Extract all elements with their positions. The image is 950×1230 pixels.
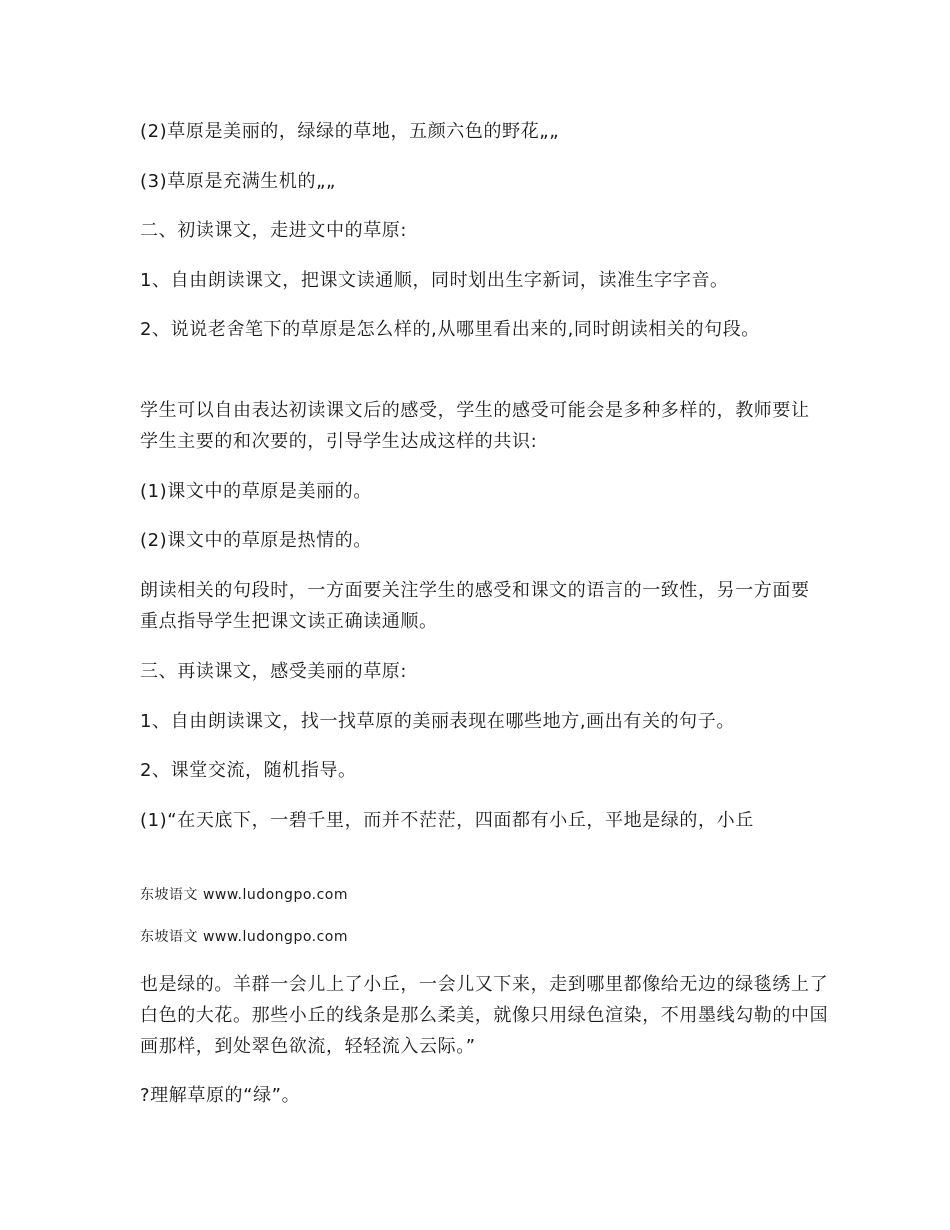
- paragraph: (2)草原是美丽的，绿绿的草地，五颜六色的野花„„: [140, 121, 560, 142]
- paragraph: 学生可以自由表达初读课文后的感受，学生的感受可能会是多种多样的，教师要让学生主要的和次要的，引导学生达成这样的共识:: [140, 400, 810, 452]
- paragraph: (2)课文中的草原是热情的。: [140, 530, 372, 551]
- paragraph: 2、课堂交流，随机指导。: [140, 760, 357, 781]
- quote-paragraph: 也是绿的。羊群一会儿上了小丘，一会儿又下来，走到哪里都像给无边的绿毯绣上了白色的大花。那些小丘的线条是那么柔美，就像只用绿色渲染，不用墨线勾勒的中国画那样，到处翠色欲流，轻轻流入云际。”: [140, 974, 829, 1057]
- section-heading: 三、再读课文，感受美丽的草原:: [140, 661, 408, 682]
- paragraph: (1)课文中的草原是美丽的。: [140, 481, 372, 502]
- quote-paragraph: (1)“在天底下，一碧千里，而并不茫茫，四面都有小丘，平地是绿的，小丘: [140, 810, 754, 831]
- paragraph: ?理解草原的“绿”。: [140, 1085, 301, 1106]
- watermark-text: 东坡语文 www.ludongpo.com: [140, 929, 348, 945]
- paragraph: (3)草原是充满生机的„„: [140, 171, 336, 192]
- watermark-text: 东坡语文 www.ludongpo.com: [140, 887, 348, 903]
- paragraph: 1、自由朗读课文，把课文读通顺，同时划出生字新词，读准生字字音。: [140, 270, 729, 291]
- paragraph: 1、自由朗读课文，找一找草原的美丽表现在哪些地方,画出有关的句子。: [140, 711, 735, 732]
- section-heading: 二、初读课文，走进文中的草原:: [140, 220, 408, 241]
- paragraph: 朗读相关的句段时，一方面要关注学生的感受和课文的语言的一致性，另一方面要重点指导学生把课文读正确读通顺。: [140, 580, 810, 632]
- paragraph: 2、说说老舍笔下的草原是怎么样的,从哪里看出来的,同时朗读相关的句段。: [140, 319, 760, 340]
